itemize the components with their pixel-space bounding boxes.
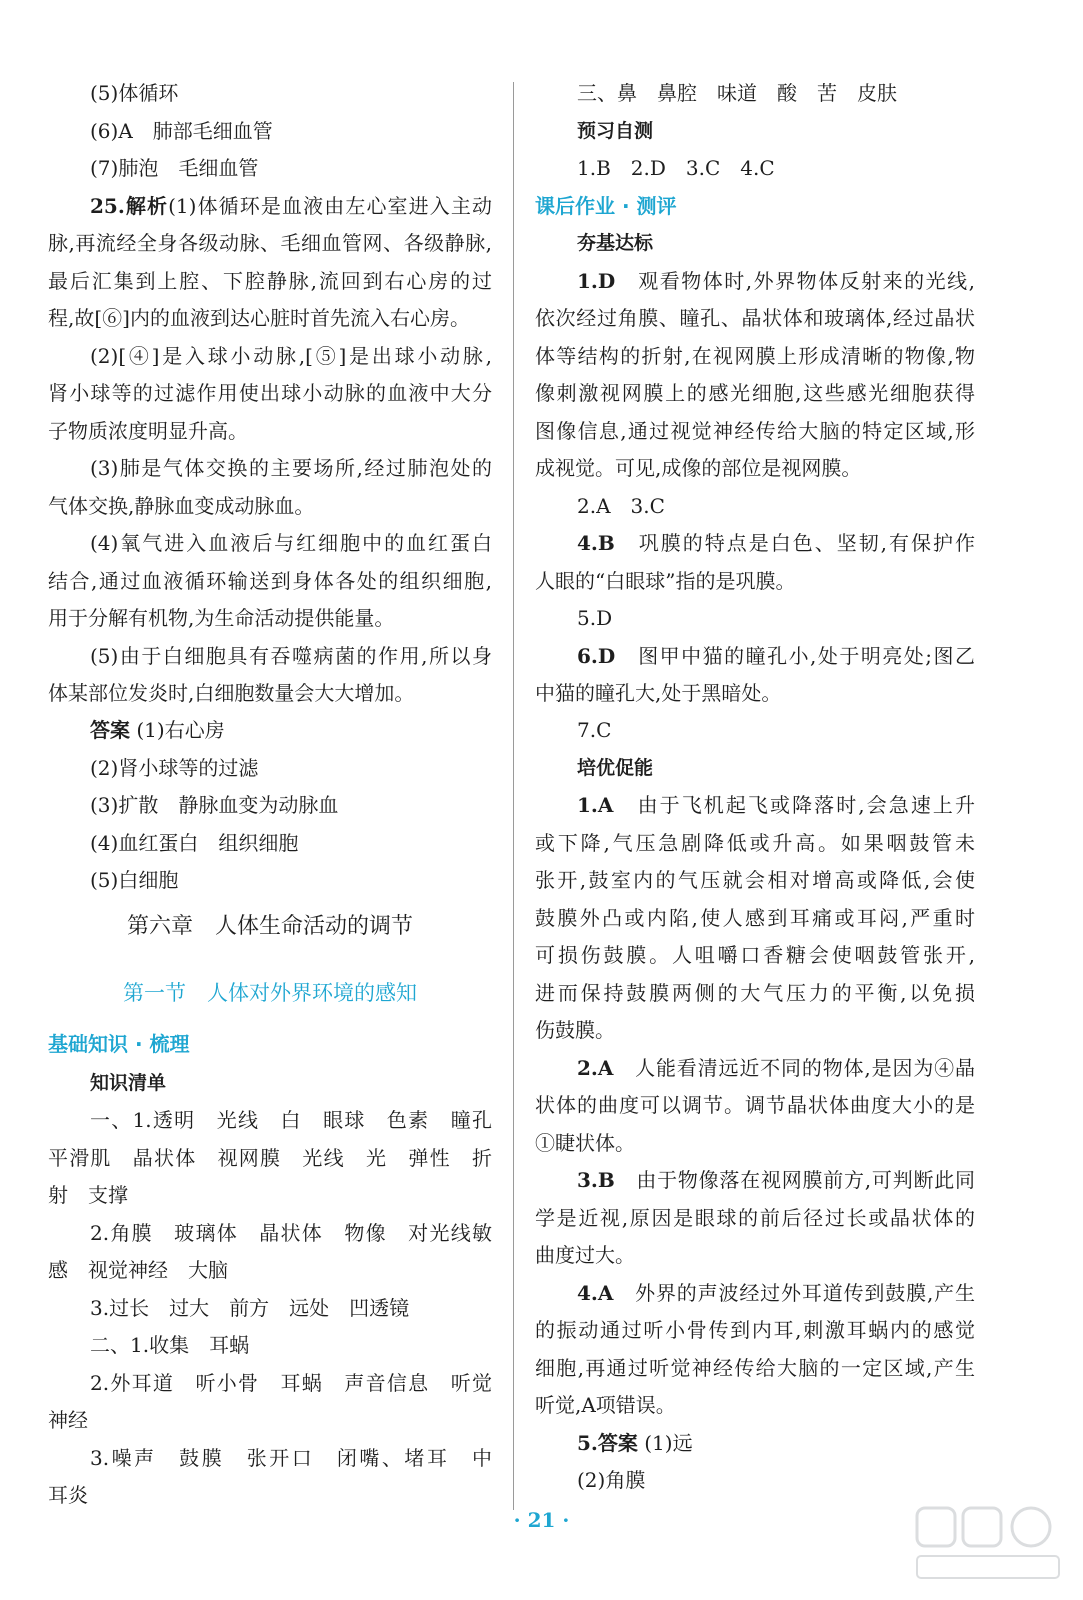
text-line: 2.外耳道 听小骨 耳蜗 声音信息 听觉 bbox=[90, 1371, 492, 1395]
chapter-title: 第六章 人体生命活动的调节 bbox=[126, 914, 413, 939]
analysis-label: 解析 bbox=[124, 194, 169, 218]
text-line: 伤鼓膜。 bbox=[535, 1018, 615, 1042]
text-line: 三、鼻 鼻腔 味道 酸 苦 皮肤 bbox=[577, 81, 897, 105]
text-line: 7.C bbox=[577, 718, 612, 742]
text-line: 感 视觉神经 大脑 bbox=[48, 1258, 228, 1282]
question-lead bbox=[535, 1051, 975, 1085]
subheading: 知识清单 bbox=[90, 1072, 167, 1094]
text-line: 成视觉。可见,成像的部位是视网膜。 bbox=[535, 456, 862, 480]
text-line: 5.D bbox=[577, 606, 613, 630]
text-line: 耳炎 bbox=[48, 1483, 88, 1507]
text-line: 气体交换,静脉血变成动脉血。 bbox=[48, 494, 315, 518]
text-line: 二、1.收集 耳蜗 bbox=[90, 1333, 250, 1357]
text-line: (1)远 bbox=[644, 1431, 693, 1455]
answer-line bbox=[48, 713, 492, 747]
text-line: (3)扩散 静脉血变为动脉血 bbox=[90, 793, 339, 817]
text-line: 射 支撑 bbox=[48, 1183, 128, 1207]
text-line: 或下降,气压急剧降低或升高。如果咽鼓管未 bbox=[535, 831, 975, 855]
text-line: 学是近视,原因是眼球的前后径过长或晶状体的 bbox=[535, 1206, 975, 1230]
text-line: 结合,通过血液循环输送到身体各处的组织细胞, bbox=[48, 569, 492, 593]
text-line: 听觉,A项错误。 bbox=[535, 1393, 676, 1417]
text-line: 最后汇集到上腔、下腔静脉,流回到右心房的过 bbox=[48, 269, 492, 293]
text-line: 可损伤鼓膜。人咀嚼口香糖会使咽鼓管张开, bbox=[535, 943, 975, 967]
text-line: 一、1.透明 光线 白 眼球 色素 瞳孔 bbox=[90, 1108, 492, 1132]
text-line: (5)白细胞 bbox=[90, 868, 179, 892]
subheading: 夯基达标 bbox=[577, 232, 654, 254]
question-number: 4.A bbox=[577, 1281, 614, 1305]
text-line: (2)角膜 bbox=[577, 1468, 646, 1492]
text-line: 的振动通过听小骨传到内耳,刺激耳蜗内的感觉 bbox=[535, 1318, 975, 1342]
section-header: 课后作业 · 测评 bbox=[535, 194, 677, 218]
text-line: (4)血红蛋白 组织细胞 bbox=[90, 831, 299, 855]
text-line: 状体的曲度可以调节。调节晶状体曲度大小的是 bbox=[535, 1093, 975, 1117]
text-line: 2.A 3.C bbox=[577, 494, 665, 518]
page-number: · 21 · bbox=[513, 1508, 570, 1532]
text-line: (1)体循环是血液由左心室进入主动 bbox=[168, 194, 492, 218]
section-title: 第一节 人体对外界环境的感知 bbox=[123, 981, 417, 1005]
text-line: 依次经过角膜、瞳孔、晶状体和玻璃体,经过晶状 bbox=[535, 306, 975, 330]
answer-line bbox=[535, 1426, 975, 1460]
watermark-logo bbox=[913, 1504, 1063, 1584]
text-line: 子物质浓度明显升高。 bbox=[48, 419, 248, 443]
column-divider bbox=[513, 82, 514, 1510]
text-line: 脉,再流经全身各级动脉、毛细血管网、各级静脉, bbox=[48, 231, 492, 255]
text-line: 由于物像落在视网膜前方,可判断此同 bbox=[636, 1168, 975, 1192]
question-lead bbox=[535, 264, 975, 298]
question-number: 4.B bbox=[577, 531, 615, 555]
text-line: (1)右心房 bbox=[136, 718, 225, 742]
question-number: 3.B bbox=[577, 1168, 615, 1192]
text-line: (6)A 肺部毛细血管 bbox=[90, 119, 273, 143]
text-line: (5)体循环 bbox=[90, 81, 179, 105]
question-lead bbox=[535, 639, 975, 673]
text-line: 人能看清远近不同的物体,是因为④晶 bbox=[635, 1056, 975, 1080]
text-line: 中猫的瞳孔大,处于黑暗处。 bbox=[535, 681, 782, 705]
question-lead bbox=[535, 1276, 975, 1310]
question-number: 1.A bbox=[577, 793, 614, 817]
text-line: 肾小球等的过滤作用使出球小动脉的血液中大分 bbox=[48, 381, 492, 405]
text-line: 3.噪声 鼓膜 张开口 闭嘴、堵耳 中 bbox=[90, 1446, 492, 1470]
question-lead bbox=[535, 1163, 975, 1197]
text-line: 人眼的“白眼球”指的是巩膜。 bbox=[535, 569, 796, 593]
question-lead bbox=[535, 788, 975, 822]
text-line: 张开,鼓室内的气压就会相对增高或降低,会使 bbox=[535, 868, 975, 892]
text-line: (7)肺泡 毛细血管 bbox=[90, 156, 259, 180]
text-line: 程,故[⑥]内的血液到达心脏时首先流入右心房。 bbox=[48, 306, 470, 330]
text-line: (2)[④]是入球小动脉,[⑤]是出球小动脉, bbox=[90, 344, 492, 368]
text-line: 细胞,再通过听觉神经传给大脑的一定区域,产生 bbox=[535, 1356, 975, 1380]
text-line: 曲度过大。 bbox=[535, 1243, 635, 1267]
answer-label: 答案 bbox=[597, 1431, 638, 1455]
text-line: 观看物体时,外界物体反射来的光线, bbox=[638, 269, 975, 293]
subheading: 预习自测 bbox=[577, 120, 654, 142]
text-line: 3.过长 过大 前方 远处 凹透镜 bbox=[90, 1296, 410, 1320]
question-25-lead bbox=[48, 189, 492, 223]
text-line: 由于飞机起飞或降落时,会急速上升 bbox=[637, 793, 975, 817]
text-line: 2.角膜 玻璃体 晶状体 物像 对光线敏 bbox=[90, 1221, 492, 1245]
text-line: 像刺激视网膜上的感光细胞,这些感光细胞获得 bbox=[535, 381, 975, 405]
text-line: 外界的声波经过外耳道传到鼓膜,产生 bbox=[635, 1281, 975, 1305]
text-line: 神经 bbox=[48, 1408, 88, 1432]
answer-label: 答案 bbox=[90, 718, 130, 742]
text-line: (5)由于白细胞具有吞噬病菌的作用,所以身 bbox=[90, 644, 492, 668]
text-line: 平滑肌 晶状体 视网膜 光线 光 弹性 折 bbox=[48, 1146, 492, 1170]
question-number: 5. bbox=[577, 1431, 598, 1455]
text-line: 巩膜的特点是白色、坚韧,有保护作 bbox=[638, 531, 975, 555]
question-number: 6.D bbox=[577, 644, 616, 668]
question-number: 1.D bbox=[577, 269, 616, 293]
text-line: 体等结构的折射,在视网膜上形成清晰的物像,物 bbox=[535, 344, 975, 368]
text-line: 体某部位发炎时,白细胞数量会大大增加。 bbox=[48, 681, 415, 705]
text-line: 图像信息,通过视觉神经传给大脑的特定区域,形 bbox=[535, 419, 975, 443]
text-line: (4)氧气进入血液后与红细胞中的血红蛋白 bbox=[90, 531, 492, 555]
question-number: 2.A bbox=[577, 1056, 614, 1080]
text-line: (3)肺是气体交换的主要场所,经过肺泡处的 bbox=[90, 456, 492, 480]
subheading: 培优促能 bbox=[577, 757, 654, 779]
question-number: 25. bbox=[90, 194, 125, 218]
text-line: 鼓膜外凸或内陷,使人感到耳痛或耳闷,严重时 bbox=[535, 906, 975, 930]
text-line: 用于分解有机物,为生命活动提供能量。 bbox=[48, 606, 395, 630]
text-line: 进而保持鼓膜两侧的大气压力的平衡,以免损 bbox=[535, 981, 975, 1005]
text-line: 图甲中猫的瞳孔小,处于明亮处;图乙 bbox=[638, 644, 975, 668]
text-line: 1.B 2.D 3.C 4.C bbox=[577, 156, 775, 180]
text-line: ①睫状体。 bbox=[535, 1131, 635, 1155]
section-header: 基础知识 · 梳理 bbox=[48, 1032, 190, 1056]
text-line: (2)肾小球等的过滤 bbox=[90, 756, 259, 780]
question-lead bbox=[535, 526, 975, 560]
